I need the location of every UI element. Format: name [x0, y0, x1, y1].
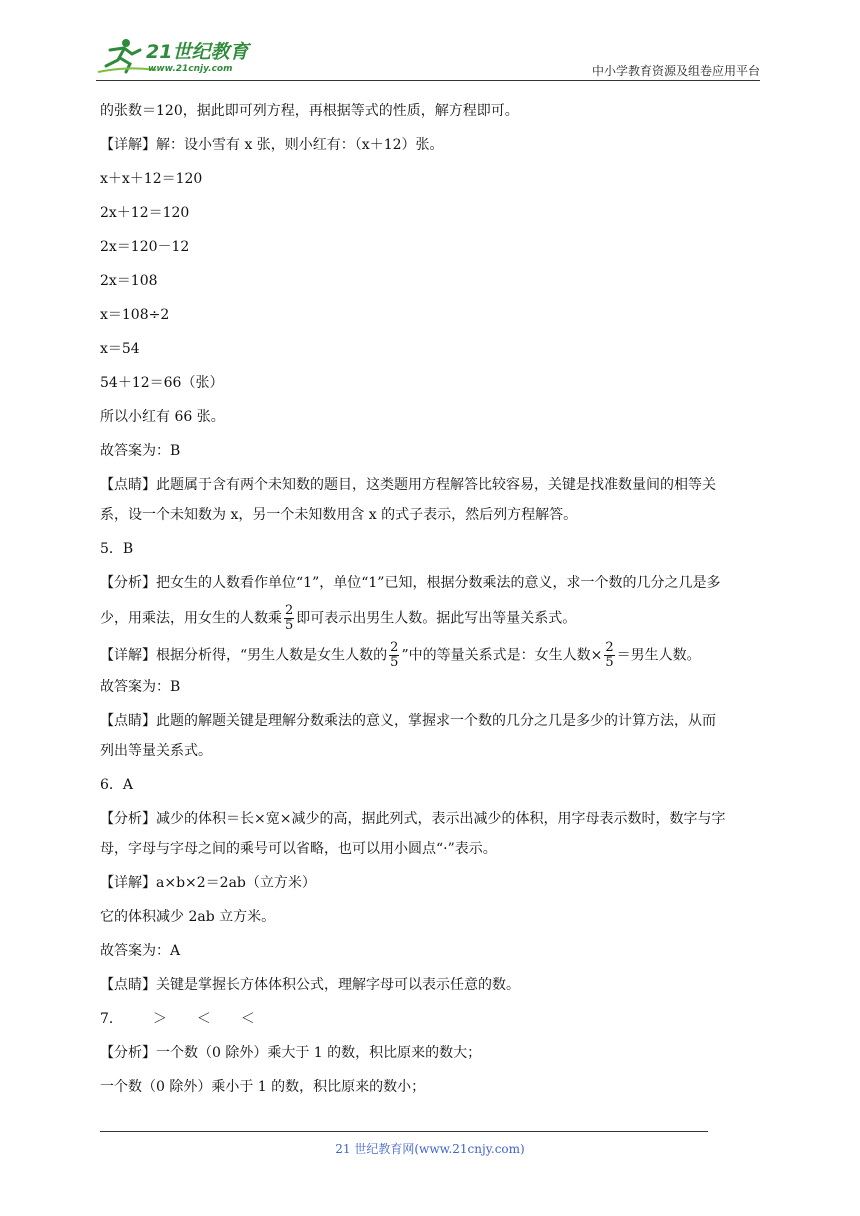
fraction-numerator: 2 — [390, 640, 399, 655]
answer-symbol: ＞ — [152, 1011, 167, 1027]
equation-line: x＝108÷2 — [100, 307, 170, 323]
equation-line: x＝54 — [100, 341, 140, 357]
footer-divider — [100, 1131, 708, 1132]
answer-line: 故答案为：B — [100, 443, 181, 459]
fraction-numerator: 2 — [285, 603, 294, 618]
question-number: 7． — [100, 1011, 123, 1027]
text-line-with-fraction — [100, 604, 768, 633]
question-number-with-answers — [100, 1010, 768, 1028]
fraction — [284, 604, 294, 633]
fraction-denominator: 5 — [605, 655, 614, 670]
header-divider — [96, 80, 760, 81]
question-number: 5．B — [100, 541, 134, 557]
text-line: 【分析】一个数（0 除外）乘大于 1 的数，积比原来的数大； — [100, 1045, 482, 1061]
text-line: 【点睛】此题属于含有两个未知数的题目，这类题用方程解答比较容易，关键是找准数量间的相等关 — [100, 477, 716, 493]
text-line: 一个数（0 除外）乘小于 1 的数，积比原来的数小； — [100, 1079, 426, 1095]
text-line: 所以小红有 66 张。 — [100, 409, 225, 425]
text-line: 列出等量关系式。 — [100, 743, 212, 759]
logo — [96, 36, 266, 76]
text-line: 【点睛】此题的解题关键是理解分数乘法的意义，掌握求一个数的几分之几是多少的计算方法，从而 — [100, 713, 716, 729]
equation-line: 2x＋12＝120 — [100, 205, 190, 221]
logo-url: www.21cnjy.com — [148, 64, 233, 74]
text-line: 【分析】减少的体积＝长×宽×减少的高，据此列式，表示出减少的体积，用字母表示数时，数字与字 — [100, 811, 726, 827]
text-segment: 【详解】根据分析得，“男生人数是女生人数的 — [100, 647, 388, 664]
document-body — [100, 102, 768, 1112]
answer-line: 故答案为：B — [100, 679, 181, 695]
page-header — [96, 30, 760, 80]
header-platform-text: 中小学教育资源及组卷应用平台 — [591, 64, 760, 78]
text-segment: 即可表示出男生人数。据此写出等量关系式。 — [296, 610, 577, 627]
text-line-with-fraction — [100, 641, 768, 670]
answer-symbol: ＜ — [196, 1011, 211, 1027]
text-line: 母，字母与字母之间的乘号可以省略，也可以用小圆点“·”表示。 — [100, 841, 497, 857]
answer-symbol: ＜ — [240, 1011, 255, 1027]
fraction-denominator: 5 — [390, 655, 399, 670]
equation-line: 2x＝108 — [100, 273, 158, 289]
equation-line: 54＋12＝66（张） — [100, 375, 224, 391]
logo-title: 21世纪教育 — [146, 41, 249, 63]
text-line: 【详解】a×b×2＝2ab（立方米） — [100, 875, 316, 891]
text-line: 系，设一个未知数为 x，另一个未知数用含 x 的式子表示，然后列方程解答。 — [100, 507, 578, 523]
text-line: 【详解】解：设小雪有 x 张，则小红有：（x＋12）张。 — [100, 137, 444, 153]
footer-link[interactable]: 21 世纪教育网(www.21cnjy.com) — [335, 1142, 525, 1156]
text-line: 【分析】把女生的人数看作单位“1”，单位“1”已知，根据分数乘法的意义，求一个数的几分之几是多 — [100, 575, 721, 591]
fraction — [389, 641, 399, 670]
text-segment: ＝男生人数。 — [616, 647, 701, 664]
text-segment: 少，用乘法，用女生的人数乘 — [100, 610, 282, 627]
text-line: 【点睛】关键是掌握长方体体积公式，理解字母可以表示任意的数。 — [100, 977, 520, 993]
equation-line: x＋x＋12＝120 — [100, 171, 203, 187]
question-number: 6．A — [100, 777, 134, 793]
text-line: 的张数＝120，据此即可列方程，再根据等式的性质，解方程即可。 — [100, 103, 519, 119]
fraction-numerator: 2 — [605, 640, 614, 655]
fraction — [604, 641, 614, 670]
fraction-denominator: 5 — [285, 618, 294, 633]
equation-line: 2x＝120－12 — [100, 239, 190, 255]
text-line: 它的体积减少 2ab 立方米。 — [100, 909, 276, 925]
answer-line: 故答案为：A — [100, 943, 181, 959]
text-segment: ”中的等量关系式是：女生人数× — [401, 647, 603, 664]
